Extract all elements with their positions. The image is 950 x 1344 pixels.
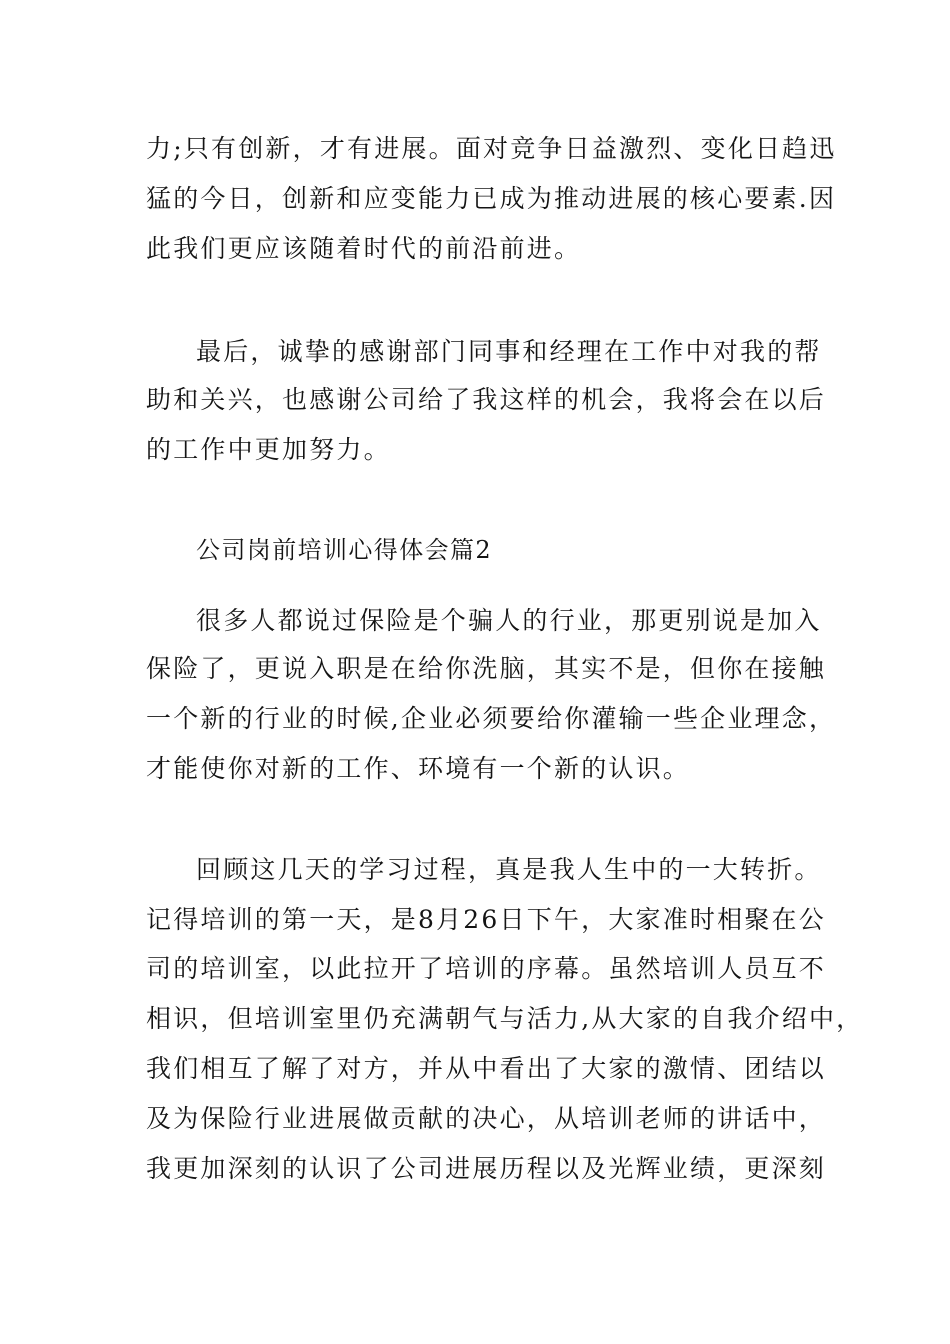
paragraph-4-line-7: 我更加深刻的认识了公司进展历程以及光辉业绩，更深刻 xyxy=(146,1154,827,1183)
paragraph-1-line-1: 力;只有创新，才有进展。面对竞争日益激烈、变化日趋迅 xyxy=(146,134,837,163)
paragraph-2-line-2: 助和关兴，也感谢公司给了我这样的机会，我将会在以后 xyxy=(146,385,827,414)
paragraph-4-line-5: 我们相互了解了对方，并从中看出了大家的激情、团结以 xyxy=(146,1054,827,1083)
paragraph-1-line-2: 猛的今日，创新和应变能力已成为推动进展的核心要素.因 xyxy=(146,184,837,213)
paragraph-4-line-4: 相识，但培训室里仍充满朝气与活力,从大家的自我介绍中， xyxy=(146,1004,864,1033)
paragraph-3-line-1: 很多人都说过保险是个骗人的行业，那更别说是加入 xyxy=(196,606,822,635)
paragraph-3-line-3: 一个新的行业的时候,企业必须要给你灌输一些企业理念， xyxy=(146,704,837,733)
paragraph-3-line-2: 保险了，更说入职是在给你洗脑，其实不是，但你在接触 xyxy=(146,654,827,683)
paragraph-4-line-2: 记得培训的第一天，是8月26日下午，大家准时相聚在公 xyxy=(146,905,826,934)
paragraph-4-line-1: 回顾这几天的学习过程，真是我人生中的一大转折。 xyxy=(196,855,822,884)
section-heading: 公司岗前培训心得体会篇2 xyxy=(196,536,493,564)
paragraph-4-line-6: 及为保险行业进展做贡献的决心，从培训老师的讲话中， xyxy=(146,1104,827,1133)
paragraph-1-line-3: 此我们更应该随着时代的前沿前进。 xyxy=(146,234,582,263)
paragraph-4-line-3: 司的培训室，以此拉开了培训的序幕。虽然培训人员互不 xyxy=(146,954,827,983)
paragraph-3-line-4: 才能使你对新的工作、环境有一个新的认识。 xyxy=(146,754,691,783)
paragraph-2-line-1: 最后，诚挚的感谢部门同事和经理在工作中对我的帮 xyxy=(196,337,822,366)
paragraph-2-line-3: 的工作中更加努力。 xyxy=(146,435,391,464)
